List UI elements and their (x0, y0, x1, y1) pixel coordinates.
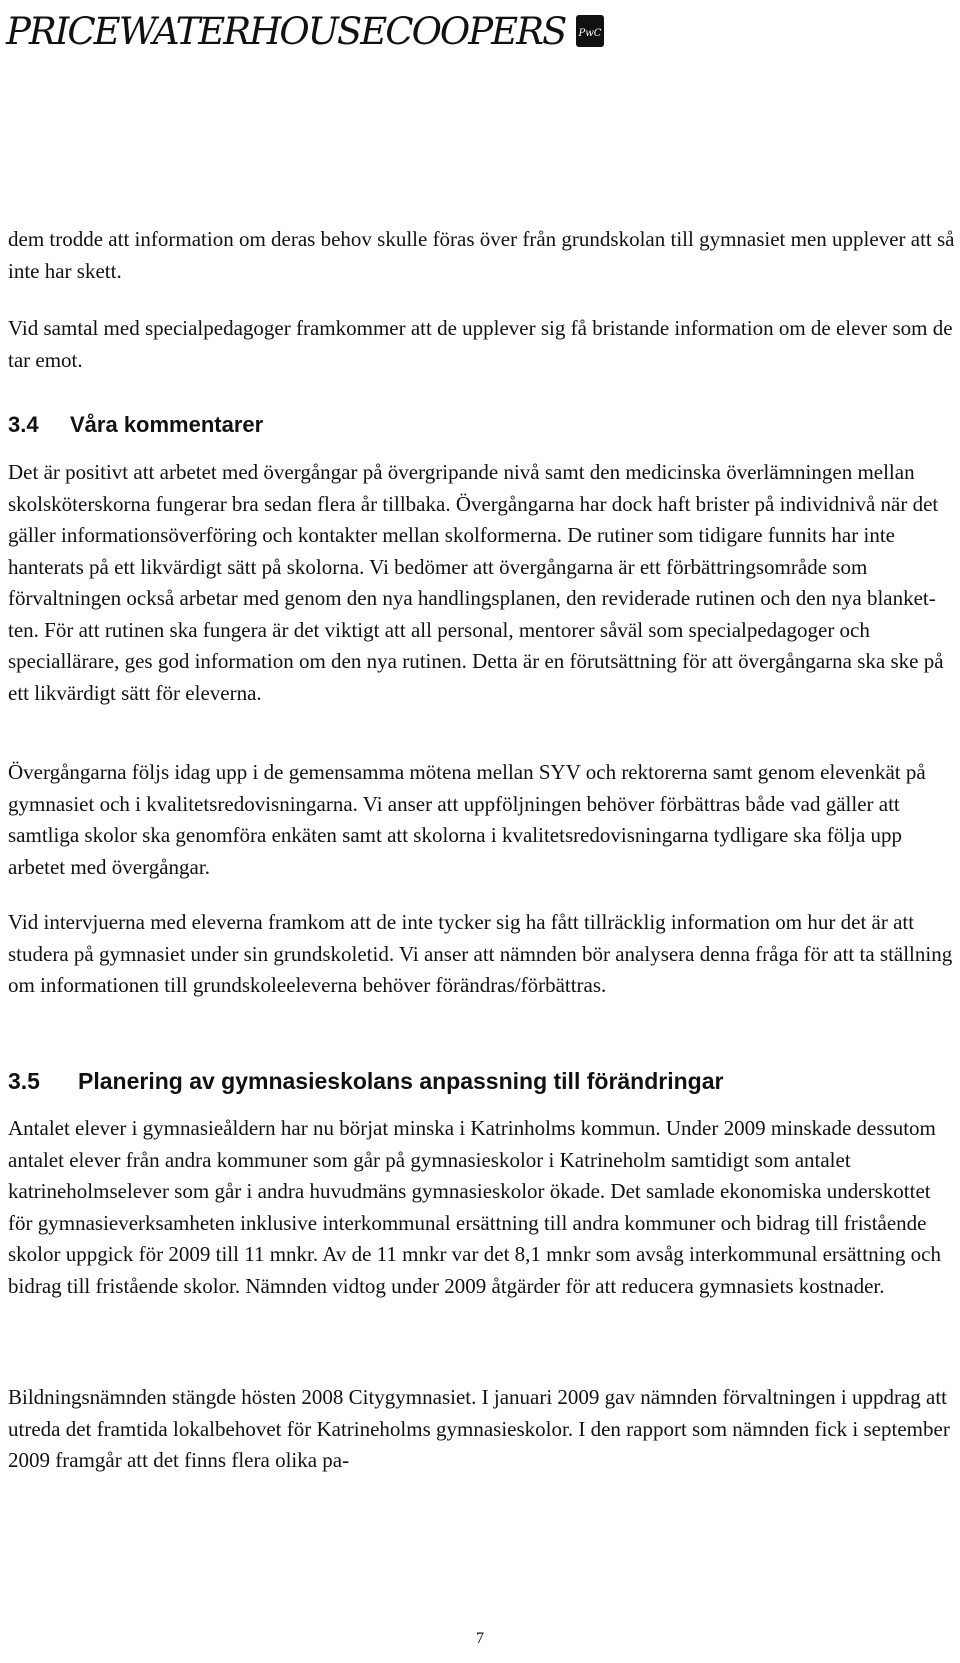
logo-mark-icon (575, 14, 605, 48)
intro-paragraph-2: Vid samtal med specialpedagoger framkommer att de upplever sig få bristande information om de elever som de tar emot. (8, 316, 953, 372)
section-title: Våra kommentarer (70, 412, 264, 437)
section-title: Planering av gymnasieskolans anpassning till förändringar (78, 1068, 724, 1094)
logo-mark-text: PwC (578, 28, 602, 39)
section-3-4-paragraph-1: Det är positivt att arbetet med övergångar på övergripande nivå samt den medicinska överlämningen mellan skolsköterskorna fungerar bra sedan flera år tillbaka. Övergångarna har dock haft brister på individnivå när det gäller informationsöverföring och kontakter mellan skolformerna. De rutiner som tidigare funnits har inte hanterats på ett likvärdigt sätt på skolorna. Vi bedömer att övergångarna är ett förbättringsområde som förvaltningen också arbetar med genom den nya handlingsplanen, den reviderade rutinen och den nya blanketten. För att rutinen ska fungera är det viktigt att all personal, mentorer såväl som specialpedagoger och speciallärare, ges god information om den nya rutinen. Detta är en förutsättning för att övergångarna ska ske på ett likvärdigt sätt för eleverna. (8, 460, 944, 705)
section-3-5-heading (8, 1068, 723, 1095)
company-logo (6, 4, 605, 58)
section-3-5-paragraph-1: Antalet elever i gymnasieåldern har nu börjat minska i Katrinholms kommun. Under 2009 minskade dessutom antalet elever från andra kommuner som går på gymnasieskolor i Katrineholm samtidigt som antalet katrineholmselever som går i andra huvudmäns gymnasieskolor ökade. Det samlade ekonomiska underskottet för gymnasieverksamheten inklusive interkommunal ersättning till andra kommuner och bidrag till fristående skolor uppgick för 2009 till 11 mnkr. Av de 11 mnkr var det 8,1 mnkr som avsåg interkommunal ersättning och bidrag till fristående skolor. Nämnden vidtog under 2009 åtgärder för att reducera gymnasiets kostnader. (8, 1116, 941, 1298)
section-number: 3.5 (8, 1068, 40, 1094)
logo-wordmark: PRICEWATERHOUSECOOPERS (6, 9, 566, 53)
section-3-5-paragraph-2: Bildningsnämnden stängde hösten 2008 Citygymnasiet. I januari 2009 gav nämnden förvaltningen i uppdrag att utreda det framtida lokalbehovet för Katrineholms gymnasieskolor. I den rapport som nämnden fick i september 2009 framgår att det finns flera olika pa- (8, 1385, 950, 1472)
intro-paragraph-1: dem trodde att information om deras behov skulle föras över från grundskolan till gymnasiet men upplever att så inte har skett. (8, 227, 955, 283)
section-3-4-paragraph-2: Övergångarna följs idag upp i de gemensamma mötena mellan SYV och rektorerna samt genom elevenkät på gymnasiet och i kvalitetsredovisningarna. Vi anser att uppföljningen behöver förbättras både vad gäller att samtliga skolor ska genomföra enkäten samt att skolorna i kvalitetsredovisningarna tydligare ska följa upp arbetet med övergångar. (8, 760, 926, 879)
section-3-4-paragraph-3: Vid intervjuerna med eleverna framkom att de inte tycker sig ha fått tillräcklig information om hur det är att studera på gymnasiet under sin grundskoletid. Vi anser att nämnden bör analysera denna fråga för att ta ställning om informationen till grundskoleeleverna behöver förändras/förbättras. (8, 910, 953, 997)
section-number: 3.4 (8, 412, 39, 437)
section-3-4-heading (8, 412, 263, 438)
page-number: 7 (476, 1630, 484, 1647)
